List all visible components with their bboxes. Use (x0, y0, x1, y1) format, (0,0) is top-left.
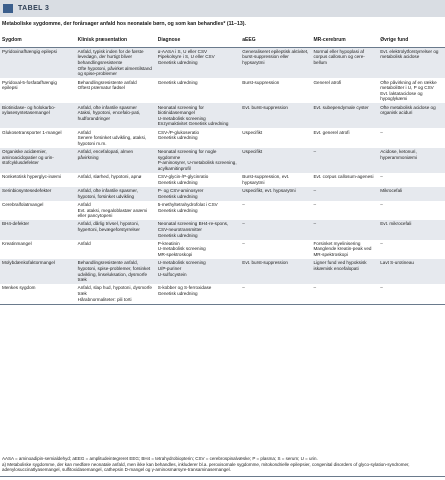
table-cell: Evt. burst-suppression (240, 103, 311, 128)
table-row (0, 220, 445, 239)
table-cell: Anfald (77, 240, 91, 246)
table-cell: Normal eller hypoplasi af corpus callosum og cere-bellum (311, 47, 378, 78)
table-head (0, 34, 445, 47)
table-cell: – (240, 220, 311, 239)
table-cell: – (242, 201, 245, 207)
table-row (0, 47, 445, 78)
bottom-rule (0, 476, 445, 477)
table-marker-icon (3, 4, 13, 13)
column-header: Diagnose (156, 34, 241, 47)
disease-name-cell: Glukosetransporter 1-mangel (2, 129, 62, 135)
table-cell: Mikrocefali (378, 187, 445, 201)
table-cell: 5-methyltetrahydrofolat i CSV Genetisk udredning (157, 201, 218, 213)
table-row (0, 173, 445, 187)
table-cell: P-kreatinin U-metabolisk screening MR-spektroskopi (157, 240, 206, 258)
table-body (0, 47, 445, 304)
table-cell: – (380, 240, 383, 246)
table-caption: Metaboliske sygdomme, der forårsager anfald hos neonatale børn, og som kan behandles* (11–13). (2, 21, 246, 27)
table-cell: Ofte metabolisk acidose og organisk aciduri (378, 103, 445, 128)
table-cell: – (380, 201, 383, 207)
table-cell: CSV-/P-glukoseratio Genetisk udredning (157, 129, 200, 141)
table-row (0, 103, 445, 128)
column-header: Klinisk præsentation (76, 34, 156, 47)
table-cell: – (380, 129, 383, 135)
footnote-note-a: a) Metaboliske sygdomme, der kan medføre neonatale anfald, men ikke kan behandles, inkluderer bl.a. peroxisomale sygdomme, mitokondrielle epilepsier, congenital disorders of glyco-sylation-syndromer, adenylosuccinatlyasemangel, sulfitoxidasemangel, cathepsin D-mangel og γ-aminosmørsyre-transaminasemangel. (2, 461, 410, 473)
table-cell: Burst-suppression, evt. hypsarytmi (242, 174, 290, 185)
table-cell: Anfald, dårlig trivsel, hypotoni, hypertoni, bevægeforstyrrelser (76, 220, 156, 239)
table-row (0, 284, 445, 304)
table-row (0, 78, 445, 103)
table-cell: α-AASA i S, U eller CSV Pipekolsyre i S, U eller CSV Genetisk udredning (156, 47, 241, 78)
table-cell: Evt. burst-suppression (240, 259, 311, 284)
table-cell: Uspecifikt (240, 148, 311, 173)
table-cell: Behandlingsresistente anfald, hypotoni, spise-problemer, forsinket udvikling, linseluksation, dysmorfe træk (76, 259, 156, 284)
disease-table (0, 34, 445, 305)
header-row (0, 34, 445, 47)
table-cell: Lavt S-urotineau (378, 259, 445, 284)
table-title: TABEL 3 (18, 5, 50, 12)
table-cell: Forsinket myelinisering Manglende kreatin-peak ved MR-spektroskopi (313, 240, 372, 258)
table-cell: – (311, 187, 378, 201)
table-cell: Evt. elektrolytforstyrrelser og metabolisk acidose (378, 47, 445, 78)
table-cell: Anfald, ofte infantile spasmer Ataksi, hypotoni, encefalo-pati, hudforandringer (76, 103, 156, 128)
table-cell: Acidose, ketonuri, hyperammoniæmi (378, 148, 445, 173)
table-cell: P- og CSV-aminosyrer Genetisk udredning (156, 187, 241, 201)
disease-name-cell: Molybdænkofaktormangel (0, 259, 76, 284)
table-cell: S-kobber og S-ferroxidase Genetisk udredning (156, 284, 241, 304)
table-cell: Anfald, ofte infantile spasmer, hypotoni, forsinket udvikling (76, 187, 156, 201)
column-header: MR-cerebrum (311, 34, 378, 47)
table-cell: Anfald, encefalopati, almen påvirkning (76, 148, 156, 173)
table-cell: Uspecifikt, evt. hypsarytmi (240, 187, 311, 201)
disease-name-cell: Menkes sygdom (0, 284, 76, 304)
table-cell: – (311, 284, 378, 304)
table-cell: Genetisk udredning (157, 79, 198, 85)
table-cell: Generel atrofi (313, 79, 342, 85)
table-row (0, 128, 445, 147)
table-cell: Anfald, slørhed, hypotoni, apnø (77, 174, 142, 180)
table-row (0, 240, 445, 259)
table-row (0, 259, 445, 284)
disease-name-cell: Cerebralfolatmangel (2, 201, 44, 207)
table-cell: Evt. generel atrofi (313, 129, 350, 135)
disease-name-cell: BH4-defekter (0, 220, 76, 239)
table-header-bar (0, 0, 445, 17)
column-header: aEEG (240, 34, 311, 47)
table-cell: Anfald Evt. ataksi, megaloblastær anæmi eller pancytopeni (77, 201, 148, 219)
footnote (2, 456, 442, 473)
disease-name-cell: Organiske acidæmier, aminoacidopatier og urin-stofcyklusdefekter (0, 148, 76, 173)
table-cell: Neonatal screening for nogle sygdomme P-aminosyrer, U-metabolisk screening, acylkarnitinprofil (156, 148, 241, 173)
disease-name-cell: Serinbiosyntesedefekter (0, 187, 76, 201)
table-cell: – (380, 174, 383, 180)
table-cell: CSV-glycin-/P-glycinratio Genetisk udredning (157, 174, 209, 185)
table-cell: Generaliseret epileptisk aktivitet, burst-suppression eller hypsarytmi (240, 47, 311, 78)
table-cell: – (313, 201, 317, 207)
disease-name-cell: Nonketotisk hyperglyc-inæmi (2, 174, 61, 180)
table-cell: Ofte påvirkning af en række metabolitter i U, P og CSV Evt. laktatacidose og hypoglykæmi (380, 79, 437, 102)
table-cell: Neonatal screening for biotinidasemangel U-metabolisk screening Enzymaktivitet Genetisk udredning (156, 103, 241, 128)
table-cell: Behandlingsresistente anfald Oftest præmatur fødsel (77, 79, 137, 91)
table-cell: Anfald Senere forsinket udvikling, ataksi, hypotoni m.m. (77, 129, 147, 146)
table-cell: – (378, 284, 445, 304)
table-cell: Neonatal screening BH4-re-spons, CSV-neurotransmitter Genetisk udredning (156, 220, 241, 239)
table-row (0, 187, 445, 201)
disease-name-cell: Pyridoxal-5-fosfatafhængig epilepsi (2, 79, 57, 91)
disease-name-cell: Biotinidase- og holokarbo-xylasesyntetasemangel (0, 103, 76, 128)
footnote-abbreviations: AASA = aminoadipin-semialdehyd; aEEG = amplitudeintegreret EEG; BH4 = tetrahydrobiopterin; CSV = cerebrospinalvæske; P = plasma; S = serum; U = urin. (2, 456, 318, 461)
table-cell: Anfald, typisk inden for de første levedøgn, der hurtigt bliver behandlingsresistente Ofte hypotoni, påvirket almentilstand og spise-problemer (76, 47, 156, 78)
disease-name-cell: Kreatinmangel (2, 240, 32, 246)
table-cell: Ligner fund ved hypoksisk iskæmisk encefalopati (311, 259, 378, 284)
table-cell: – (242, 240, 245, 246)
table-cell: Evt. subependymale cyster (311, 103, 378, 128)
table-cell: Anfald, slap hud, hypotoni, dysmorfe træk Hårabnormaliteter: pili torti (76, 284, 156, 304)
table-cell: – (311, 148, 378, 173)
table-cell: Uspecifikt (242, 129, 263, 135)
table-cell: U-metabolisk screening U/P-puriner U-sulfocystein (156, 259, 241, 284)
table-cell: Evt. mikrocefali (378, 220, 445, 239)
table-row (0, 201, 445, 220)
table-cell: – (311, 220, 378, 239)
table-row (0, 148, 445, 173)
table-cell: Burst-suppression (242, 79, 280, 85)
table-cell: – (240, 284, 311, 304)
column-header: Øvrige fund (378, 34, 445, 47)
table-cell: Evt. corpus callosum-agenesi (313, 174, 374, 180)
disease-name-cell: Pyridoxinafhængig epilepsi (0, 47, 76, 78)
column-header: Sygdom (0, 34, 76, 47)
